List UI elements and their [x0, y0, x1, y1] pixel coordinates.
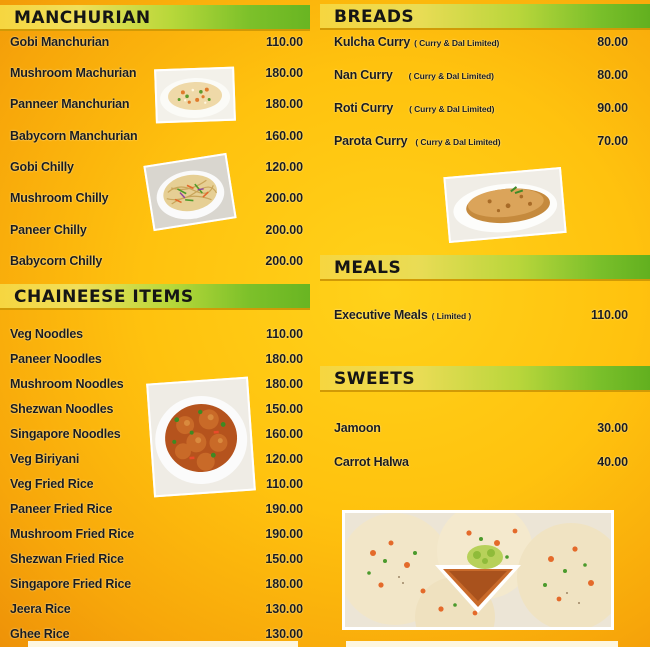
- item-name-text: Executive Meals: [334, 308, 428, 322]
- item-price: 90.00: [597, 101, 628, 115]
- breads-title: BREADS: [334, 7, 415, 27]
- menu-item: [0, 499, 315, 519]
- item-note: ( Curry & Dal Limited): [415, 137, 501, 147]
- item-price: 110.00: [591, 308, 628, 322]
- right-column: [320, 0, 650, 647]
- item-note: ( Curry & Dal Limited): [409, 104, 495, 114]
- breads-header: [320, 4, 650, 30]
- item-price: 70.00: [597, 134, 628, 148]
- item-price: 30.00: [597, 421, 628, 435]
- item-price: 40.00: [597, 455, 628, 469]
- item-name-text: Parota Curry: [334, 134, 408, 148]
- item-price: 180.00: [265, 377, 303, 391]
- item-price: 150.00: [265, 402, 303, 416]
- item-name: Ghee Rice: [10, 627, 70, 641]
- gobi-manchurian-photo: [146, 377, 256, 498]
- item-name: Mushroom Chilly: [10, 191, 109, 205]
- bottom-edge-strip: [346, 641, 618, 647]
- menu-item: [0, 349, 315, 369]
- item-name: Paneer Noodles: [10, 352, 102, 366]
- item-price: 200.00: [265, 223, 303, 237]
- menu-item: [320, 131, 650, 151]
- menu-item: [320, 98, 650, 118]
- item-name: [334, 65, 494, 86]
- manchurian-header: [0, 5, 310, 31]
- menu-item: [0, 574, 315, 594]
- item-name: Mushroom Fried Rice: [10, 527, 134, 541]
- noodles-photo: [143, 153, 236, 231]
- item-name: Panneer Manchurian: [10, 97, 130, 111]
- item-name: Veg Biriyani: [10, 452, 80, 466]
- menu-item: [0, 32, 315, 52]
- item-price: 180.00: [265, 352, 303, 366]
- sweets-header: [320, 366, 650, 392]
- item-note: ( Curry & Dal Limited): [408, 71, 494, 81]
- item-name: Paneer Chilly: [10, 223, 87, 237]
- menu-item: [0, 251, 315, 271]
- item-price: 120.00: [265, 452, 303, 466]
- chaineese-header: [0, 284, 310, 310]
- item-name: Babycorn Chilly: [10, 254, 103, 268]
- item-price: 180.00: [265, 577, 303, 591]
- item-name: Gobi Chilly: [10, 160, 74, 174]
- item-price: 190.00: [265, 502, 303, 516]
- menu-item: [0, 549, 315, 569]
- item-note: ( Curry & Dal Limited): [414, 38, 500, 48]
- item-price: 130.00: [265, 602, 303, 616]
- item-price: 200.00: [265, 254, 303, 268]
- fried-rice-photo: [154, 67, 236, 124]
- meals-header: [320, 255, 650, 281]
- item-name: Jeera Rice: [10, 602, 71, 616]
- item-name: Singapore Fried Rice: [10, 577, 132, 591]
- item-name: Mushroom Noodles: [10, 377, 124, 391]
- item-price: 110.00: [266, 35, 303, 49]
- item-name-text: Nan Curry: [334, 68, 393, 82]
- menu-item: [0, 599, 315, 619]
- item-name: [334, 98, 494, 119]
- menu-item: [0, 524, 315, 544]
- item-price: 80.00: [597, 68, 628, 82]
- item-price: 110.00: [266, 327, 303, 341]
- item-name: [334, 32, 499, 53]
- item-name: Gobi Manchurian: [10, 35, 110, 49]
- item-price: 160.00: [265, 129, 303, 143]
- item-price: 150.00: [265, 552, 303, 566]
- left-column: [0, 0, 315, 647]
- item-name: Babycorn Manchurian: [10, 129, 138, 143]
- item-price: 160.00: [265, 427, 303, 441]
- uttapam-photo: [342, 510, 614, 630]
- item-price: 80.00: [597, 35, 628, 49]
- item-name: [334, 305, 471, 326]
- item-name: Veg Fried Rice: [10, 477, 94, 491]
- item-name: [334, 131, 501, 152]
- item-name: Paneer Fried Rice: [10, 502, 113, 516]
- item-name: Carrot Halwa: [334, 455, 409, 469]
- bottom-edge-strip: [28, 641, 298, 647]
- item-name-text: Roti Curry: [334, 101, 394, 115]
- chaineese-title: CHAINEESE ITEMS: [14, 287, 194, 307]
- item-name: Shezwan Noodles: [10, 402, 114, 416]
- meals-title: MEALS: [334, 258, 402, 278]
- item-name: Veg Noodles: [10, 327, 83, 341]
- manchurian-title: MANCHURIAN: [14, 8, 151, 28]
- parota-photo: [443, 167, 566, 243]
- menu-item: [320, 65, 650, 85]
- item-name: Mushroom Machurian: [10, 66, 137, 80]
- sweets-title: SWEETS: [334, 369, 416, 389]
- menu-item: [320, 452, 650, 472]
- item-price: 110.00: [266, 477, 303, 491]
- item-name-text: Kulcha Curry: [334, 35, 411, 49]
- item-price: 120.00: [265, 160, 303, 174]
- menu-item: [320, 418, 650, 438]
- item-price: 130.00: [265, 627, 303, 641]
- menu-item: [0, 126, 315, 146]
- item-name: Singapore Noodles: [10, 427, 121, 441]
- item-note: ( Limited ): [431, 311, 472, 321]
- item-price: 180.00: [265, 97, 303, 111]
- item-price: 200.00: [265, 191, 303, 205]
- item-price: 180.00: [265, 66, 303, 80]
- item-name: Jamoon: [334, 421, 381, 435]
- item-price: 190.00: [265, 527, 303, 541]
- menu-item: [320, 305, 650, 325]
- menu-item: [0, 324, 315, 344]
- menu-item: [320, 32, 650, 52]
- item-name: Shezwan Fried Rice: [10, 552, 124, 566]
